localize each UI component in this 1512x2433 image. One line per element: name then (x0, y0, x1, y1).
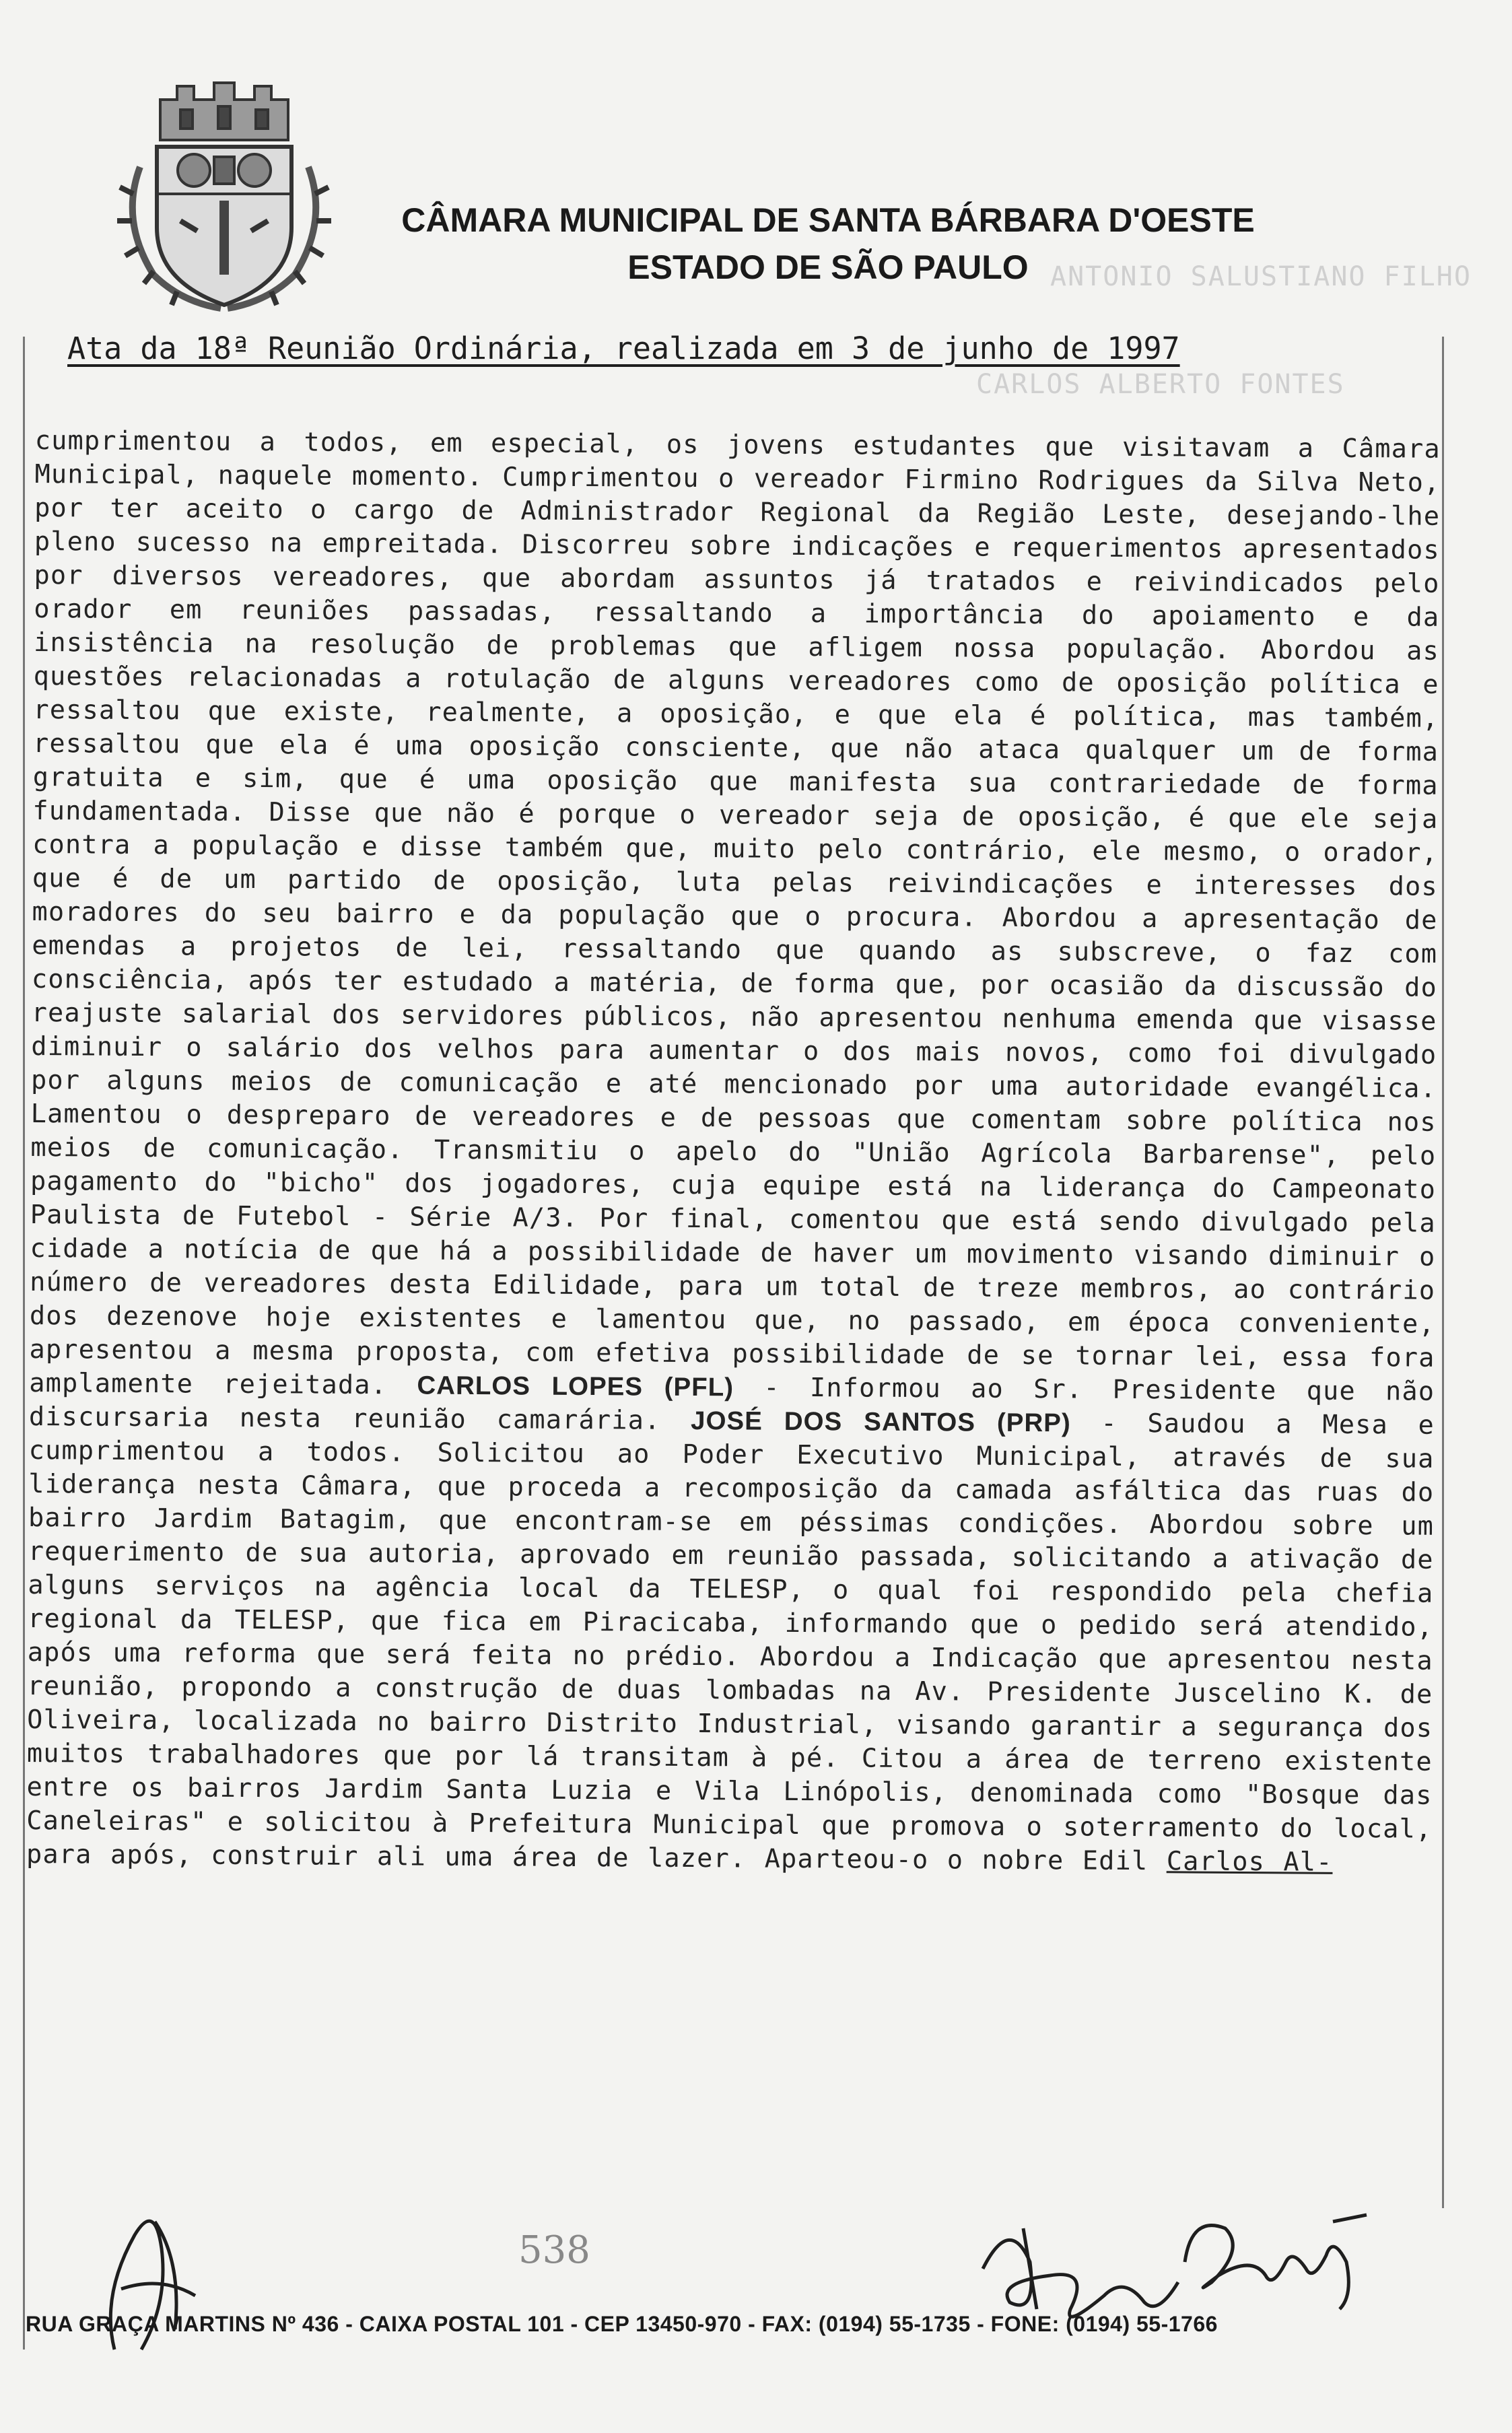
coat-of-arms-logo (113, 73, 335, 322)
body-text-continuation: Carlos Al- (1166, 1846, 1333, 1878)
org-state: ESTADO DE SÃO PAULO (627, 248, 1029, 286)
margin-line-left (23, 337, 25, 2350)
body-text-part: - Saudou a Mesa e cumprimentou a todos. Solicitou ao Poder Executivo Municipal, através de sua liderança nesta Câmara, que proceda a recomposição da camada asfáltica das ruas do bairro Jardim Batagim, que encontram-se em péssimas condições. Abordou sobre um requerimento de sua autoria, aprovado em reunião passada, solicitando a ativação de alguns serviços na agência local da TELESP, o qual foi respondido pela chefia regional da TELESP, que fica em Piracicaba, informando que o pedido será atendido, após uma reforma que será feita no prédio. Abordou a Indicação que apresentou nesta reunião, propondo a construção de duas lombadas na Av. Presidente Juscelino K. de Oliveira, localizada no bairro Distrito Industrial, visando garantir a segurança dos muitos trabalhadores que por lá transitam à pé. Citou a área de terreno existente entre os bairros Jardim Santa Luzia e Vila Linópolis, denominada como "Bosque das Caneleiras" e solicitou à Prefeitura Municipal que promova o soterramento do local, para após, construir ali uma área de lazer. Aparteou-o o nobre Edil (26, 1408, 1435, 1877)
org-name: CÂMARA MUNICIPAL DE SANTA BÁRBARA D'OESTE (401, 201, 1255, 239)
bleed-through-text: CARLOS ALBERTO FONTES (976, 369, 1345, 400)
speaker-name: CARLOS LOPES (PFL) (417, 1371, 734, 1402)
minutes-title-text: Ata da 18ª Reunião Ordinária, realizada em 3 de junho de 1997 (67, 331, 1180, 366)
minutes-title (67, 329, 1414, 369)
body-text-part: - Informou ao Sr. Presidente que não discursaria nesta reunião camarária. (28, 1372, 1435, 1436)
speaker-name: JOSÉ DOS SANTOS (PRP) (690, 1406, 1071, 1438)
page-number: 538 (518, 2228, 590, 2272)
margin-line-right (1442, 337, 1444, 2208)
signature-right (1171, 2201, 1373, 2316)
signature-left (74, 2195, 222, 2363)
body-text-part: cumprimentou a todos, em especial, os jovens estudantes que visitavam a Câmara Municipal, naquele momento. Cumprimentou o vereador Firmino Rodrigues da Silva Neto, por ter aceito o cargo de Administrador Regional da Região Leste, desejando-lhe pleno sucesso na empreitada. Discorreu sobre indicações e requerimentos apresentados por diversos vereadores, que abordam assuntos já tratados e reivindicados pelo orador em reuniões passadas, ressaltando a importância do apoiamento e da insistência na resolução de problemas que afligem nossa população. Abordou as questões relacionadas a rotulação de alguns vereadores como de oposição política e ressaltou que existe, realmente, a oposição, e que ela é política, mas também, ressaltou que ela é uma oposição consciente, que não ataca qualquer um de forma gratuita e sim, que é uma oposição que manifesta sua contrariedade de forma fundamentada. Disse que não é porque o vereador seja de oposição, é que ele seja contra a população e disse também que, muito pelo contrário, ele mesmo, o orador, que é de um partido de oposição, luta pelas reivindicações e interesses dos moradores do seu bairro e da população que o procura. Abordou a apresentação de emendas a projetos de lei, ressaltando que quando as subscreve, o faz com consciência, após ter estudado a matéria, de forma que, por ocasião da discussão do reajuste salarial dos servidores públicos, não apresentou nenhuma emenda que visasse diminuir o salário dos velhos para aumentar o dos mais novos, como foi divulgado por alguns meios de comunicação e até mencionado por uma autoridade evangélica. Lamentou o despreparo de vereadores e de pessoas que comentam sobre política nos meios de comunicação. Transmitiu o apelo do "União Agrícola Barbarense", pelo pagamento do "bicho" dos jogadores, cuja equipe está na liderança do Campeonato Paulista de Futebol - Série A/3. Por final, comentou que está sendo divulgado pela cidade a notícia de que há a possibilidade de haver um movimento visando diminuir o número de vereadores desta Edilidade, para um total de treze membros, ao contrário dos dezenove hoje existentes e lamentou que, no passado, em época conveniente, apresentou a mesma proposta, com efetiva possibilidade de se tornar lei, essa fora amplamente rejeitada. (29, 425, 1441, 1401)
minutes-body (26, 424, 1441, 1880)
footer-address: RUA GRAÇA MARTINS Nº 436 - CAIXA POSTAL 101 - CEP 13450-970 - FAX: (0194) 55-1735 - FONE: (0194) 55-1766 (26, 2312, 1218, 2336)
body-paragraph (26, 424, 1441, 1880)
bleed-through-text: ANTONIO SALUSTIANO FILHO (1050, 261, 1472, 292)
